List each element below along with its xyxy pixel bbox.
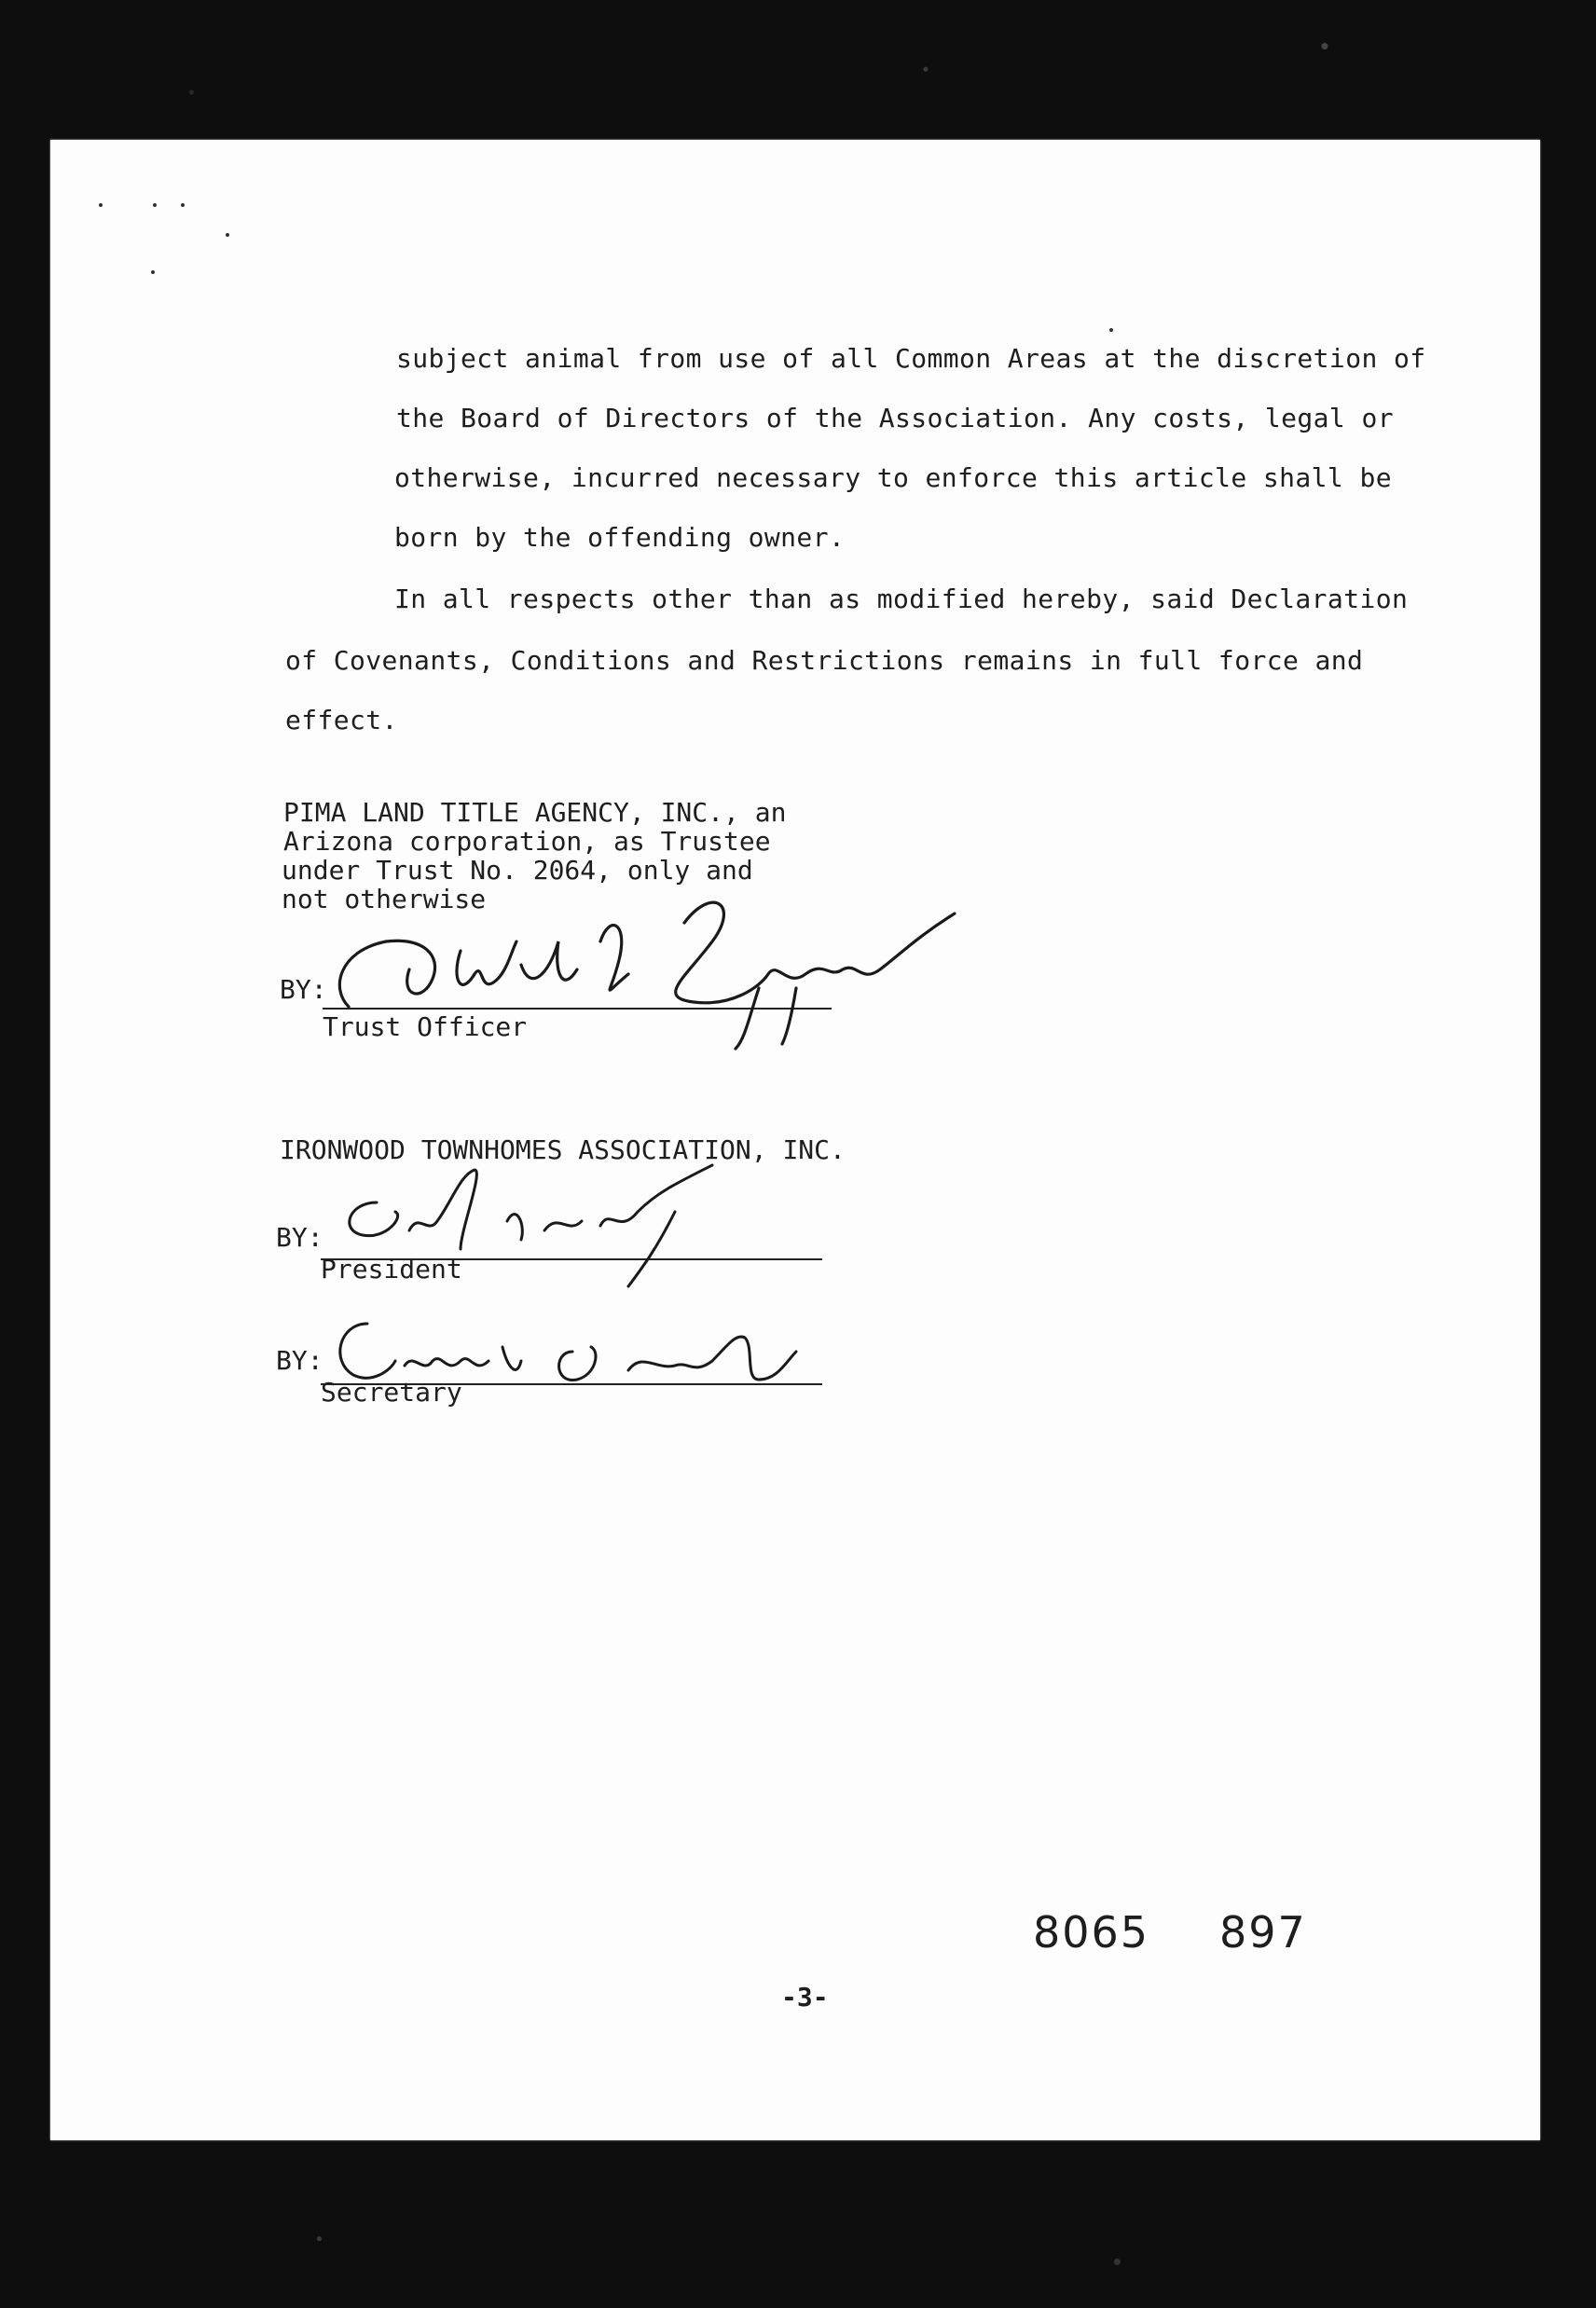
trustee-line-2: Arizona corporation, as Trustee bbox=[283, 826, 771, 857]
trustee-line-3: under Trust No. 2064, only and bbox=[282, 855, 753, 886]
scan-speck bbox=[151, 270, 155, 274]
trustee-by-label: BY: bbox=[280, 974, 327, 1005]
body-line-6: of Covenants, Conditions and Restrictions remains in full force and bbox=[285, 645, 1364, 676]
secretary-title: Secretary bbox=[321, 1377, 462, 1408]
trustee-line-1: PIMA LAND TITLE AGENCY, INC., an bbox=[283, 797, 787, 828]
scan-speck bbox=[153, 203, 157, 207]
scan-speck bbox=[1109, 328, 1113, 332]
trustee-title: Trust Officer bbox=[323, 1011, 528, 1042]
page-number: -3- bbox=[781, 1982, 829, 2013]
document-page bbox=[50, 140, 1540, 2140]
secretary-by-label: BY: bbox=[276, 1345, 323, 1376]
secretary-signature-image bbox=[321, 1296, 805, 1398]
president-title: President bbox=[321, 1254, 462, 1285]
body-line-5: In all respects other than as modified hereby, said Declaration bbox=[394, 584, 1409, 614]
body-line-1: subject animal from use of all Common Areas at the discretion of bbox=[396, 343, 1426, 374]
docket-number: 8065 bbox=[1033, 1907, 1150, 1958]
body-line-3: otherwise, incurred necessary to enforce this article shall be bbox=[394, 462, 1392, 493]
president-signature-image bbox=[321, 1147, 787, 1296]
body-line-7: effect. bbox=[285, 705, 398, 735]
scan-speck bbox=[99, 203, 103, 207]
scan-speck bbox=[181, 203, 185, 207]
association-name: IRONWOOD TOWNHOMES ASSOCIATION, INC. bbox=[280, 1134, 846, 1165]
body-line-2: the Board of Directors of the Association. Any costs, legal or bbox=[396, 403, 1394, 433]
trustee-signature-image bbox=[321, 886, 973, 1053]
trustee-line-4: not otherwise bbox=[282, 884, 487, 914]
scan-speck bbox=[226, 233, 229, 237]
president-by-label: BY: bbox=[276, 1222, 323, 1253]
body-line-4: born by the offending owner. bbox=[394, 522, 846, 553]
docket-page-number: 897 bbox=[1219, 1907, 1307, 1958]
